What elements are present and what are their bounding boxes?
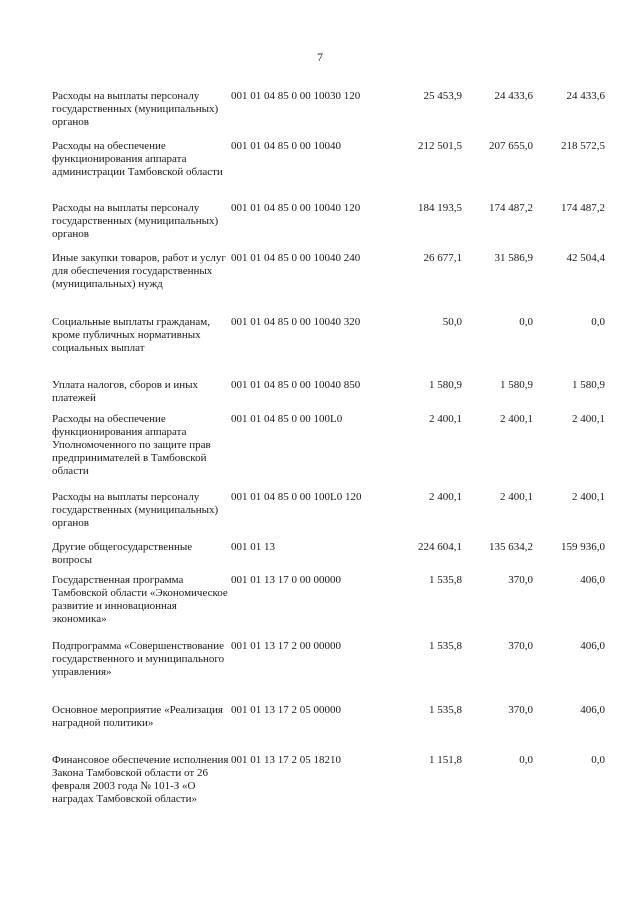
row-code: 001 01 04 85 0 00 10040 (231, 140, 341, 152)
row-value-2: 370,0 (508, 574, 533, 586)
row-name: Расходы на выплаты персоналу государственных (муниципальных) органов (52, 90, 219, 128)
row-value-3: 2 400,1 (572, 413, 605, 425)
row-value-1: 2 400,1 (429, 413, 462, 425)
row-code: 001 01 04 85 0 00 100L0 120 (231, 491, 362, 503)
row-value-3: 0,0 (591, 316, 605, 328)
row-value-1: 1 535,8 (429, 574, 462, 586)
row-value-3: 406,0 (580, 574, 605, 586)
row-code: 001 01 13 17 2 05 18210 (231, 754, 341, 766)
row-value-1: 224 604,1 (418, 541, 462, 553)
row-value-2: 1 580,9 (500, 379, 533, 391)
row-value-2: 31 586,9 (494, 252, 533, 264)
row-value-3: 0,0 (591, 754, 605, 766)
row-value-1: 50,0 (442, 316, 462, 328)
row-value-2: 0,0 (519, 316, 533, 328)
row-name: Расходы на обеспечение функционирования аппарата администрации Тамбовской области (52, 140, 223, 178)
row-value-3: 42 504,4 (566, 252, 605, 264)
row-value-1: 26 677,1 (423, 252, 462, 264)
row-code: 001 01 13 17 0 00 00000 (231, 574, 341, 586)
row-value-3: 218 572,5 (561, 140, 605, 152)
row-value-2: 2 400,1 (500, 413, 533, 425)
row-value-1: 1 535,8 (429, 640, 462, 652)
row-code: 001 01 13 17 2 05 00000 (231, 704, 341, 716)
row-value-3: 406,0 (580, 640, 605, 652)
row-value-1: 2 400,1 (429, 491, 462, 503)
row-name: Расходы на выплаты персоналу государственных (муниципальных) органов (52, 491, 219, 529)
row-value-3: 159 936,0 (561, 541, 605, 553)
row-name: Основное мероприятие «Реализация наградной политики» (52, 704, 223, 729)
row-value-3: 1 580,9 (572, 379, 605, 391)
row-value-1: 1 535,8 (429, 704, 462, 716)
row-name: Социальные выплаты гражданам, кроме публичных нормативных социальных выплат (52, 316, 210, 354)
row-value-2: 0,0 (519, 754, 533, 766)
row-code: 001 01 04 85 0 00 100L0 (231, 413, 343, 425)
row-value-3: 2 400,1 (572, 491, 605, 503)
row-name: Иные закупки товаров, работ и услуг для обеспечения государственных (муниципальных) нужд (52, 252, 226, 290)
row-name: Другие общегосударственные вопросы (52, 541, 193, 566)
row-value-2: 135 634,2 (489, 541, 533, 553)
row-value-3: 174 487,2 (561, 202, 605, 214)
row-value-1: 1 580,9 (429, 379, 462, 391)
row-code: 001 01 04 85 0 00 10040 850 (231, 379, 361, 391)
row-value-1: 25 453,9 (423, 90, 462, 102)
row-name: Уплата налогов, сборов и иных платежей (52, 379, 199, 404)
row-name: Финансовое обеспечение исполнения Закона Тамбовской области от 26 февраля 2003 года № 101-З «О наградах Тамбовской области» (52, 754, 229, 805)
row-value-2: 370,0 (508, 704, 533, 716)
row-code: 001 01 13 (231, 541, 275, 553)
row-name: Расходы на обеспечение функционирования аппарата Уполномоченного по защите прав предпринимателей в Тамбовской области (52, 413, 211, 477)
row-value-3: 24 433,6 (566, 90, 605, 102)
row-name: Расходы на выплаты персоналу государственных (муниципальных) органов (52, 202, 219, 240)
row-value-1: 212 501,5 (418, 140, 462, 152)
row-name: Подпрограмма «Совершенствование государственного и муниципального управления» (52, 640, 225, 678)
row-value-2: 207 655,0 (489, 140, 533, 152)
row-name: Государственная программа Тамбовской области «Экономическое развитие и инновационная экономика» (52, 574, 228, 625)
row-value-1: 184 193,5 (418, 202, 462, 214)
row-code: 001 01 04 85 0 00 10040 240 (231, 252, 361, 264)
row-code: 001 01 13 17 2 00 00000 (231, 640, 341, 652)
page-number: 7 (317, 50, 323, 64)
row-code: 001 01 04 85 0 00 10040 320 (231, 316, 361, 328)
row-code: 001 01 04 85 0 00 10040 120 (231, 202, 361, 214)
row-code: 001 01 04 85 0 00 10030 120 (231, 90, 361, 102)
row-value-1: 1 151,8 (429, 754, 462, 766)
row-value-2: 24 433,6 (494, 90, 533, 102)
row-value-2: 2 400,1 (500, 491, 533, 503)
row-value-2: 174 487,2 (489, 202, 533, 214)
row-value-3: 406,0 (580, 704, 605, 716)
row-value-2: 370,0 (508, 640, 533, 652)
